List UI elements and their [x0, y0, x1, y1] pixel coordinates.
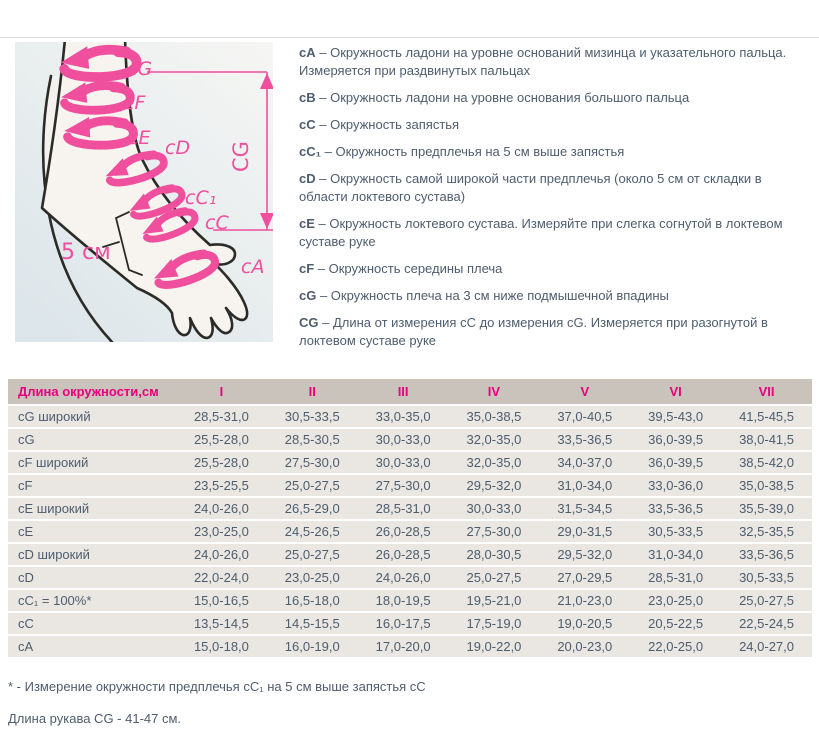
wrap-label-cf: cF — [124, 92, 146, 114]
size-range-cell: 17,5-19,0 — [449, 613, 540, 634]
size-range-cell: 39,5-43,0 — [630, 406, 721, 427]
size-range-cell: 35,5-39,0 — [721, 498, 812, 519]
size-range-cell: 28,5-30,5 — [267, 429, 358, 450]
size-range-cell: 15,0-16,5 — [176, 590, 267, 611]
measurement-key: cF — [299, 261, 315, 276]
row-label: cE — [8, 521, 176, 542]
size-range-cell: 23,0-25,0 — [176, 521, 267, 542]
size-range-cell: 35,0-38,5 — [721, 475, 812, 496]
size-range-cell: 29,5-32,0 — [449, 475, 540, 496]
size-range-cell: 17,0-20,0 — [358, 636, 449, 657]
row-label: cD широкий — [8, 544, 176, 565]
size-column-header: VI — [630, 379, 721, 404]
footnote-sleeve-length: Длина рукава CG - 41-47 см. — [8, 711, 182, 726]
arm-measurement-diagram — [15, 42, 273, 342]
size-range-cell: 24,0-26,0 — [358, 567, 449, 588]
size-range-cell: 19,0-22,0 — [449, 636, 540, 657]
measurement-item: cA – Окружность ладони на уровне оснований мизинца и указательного пальца. Измеряется при раздвинутых пальцах — [299, 45, 787, 78]
size-range-cell: 28,5-31,0 — [630, 567, 721, 588]
measurement-item: cE – Окружность локтевого сустава. Измеряйте при слегка согнутой в локтевом суставе руке — [299, 216, 783, 249]
measurement-item: cD – Окружность самой широкой части предплечья (около 5 см от складки в области локтевого сустава) — [299, 171, 762, 204]
size-range-cell: 38,5-42,0 — [721, 452, 812, 473]
size-range-cell: 23,5-25,5 — [176, 475, 267, 496]
size-range-cell: 38,0-41,5 — [721, 429, 812, 450]
size-table-row — [8, 613, 812, 634]
row-label: cA — [8, 636, 176, 657]
size-range-cell: 22,0-25,0 — [630, 636, 721, 657]
wrap-label-cc: cC — [205, 212, 229, 234]
row-label: cF — [8, 475, 176, 496]
size-range-cell: 16,0-19,0 — [267, 636, 358, 657]
size-column-header: IV — [449, 379, 540, 404]
top-divider — [0, 37, 819, 38]
size-range-cell: 27,0-29,5 — [539, 567, 630, 588]
size-range-cell: 33,5-36,5 — [539, 429, 630, 450]
row-label: cE широкий — [8, 498, 176, 519]
row-label: cC₁ = 100%* — [8, 590, 176, 611]
size-range-cell: 36,0-39,5 — [630, 452, 721, 473]
size-range-cell: 20,5-22,5 — [630, 613, 721, 634]
cg-length-label: CG — [229, 141, 253, 172]
size-range-cell: 23,0-25,0 — [630, 590, 721, 611]
measurement-key: CG — [299, 315, 319, 330]
size-range-cell: 30,5-33,5 — [267, 406, 358, 427]
wrap-label-ca: cA — [241, 256, 265, 278]
size-range-cell: 19,0-20,5 — [539, 613, 630, 634]
measurement-item: CG – Длина от измерения cC до измерения cG. Измеряется при разогнутой в локтевом суставе руке — [299, 315, 768, 348]
size-range-cell: 28,5-31,0 — [176, 406, 267, 427]
footnote-asterisk: * - Измерение окружности предплечья cC₁ на 5 см выше запястья cC — [8, 679, 426, 694]
measurement-key: cG — [299, 288, 317, 303]
size-range-cell: 18,0-19,5 — [358, 590, 449, 611]
size-range-cell: 23,0-25,0 — [267, 567, 358, 588]
size-range-cell: 34,0-37,0 — [539, 452, 630, 473]
size-range-cell: 21,0-23,0 — [539, 590, 630, 611]
size-range-cell: 20,0-23,0 — [539, 636, 630, 657]
measurement-item: cF – Окружность середины плеча — [299, 261, 503, 276]
size-range-cell: 36,0-39,5 — [630, 429, 721, 450]
size-range-cell: 27,5-30,0 — [449, 521, 540, 542]
size-range-cell: 31,5-34,5 — [539, 498, 630, 519]
size-range-cell: 28,5-31,0 — [358, 498, 449, 519]
size-range-cell: 22,0-24,0 — [176, 567, 267, 588]
size-range-cell: 31,0-34,0 — [539, 475, 630, 496]
size-range-cell: 41,5-45,5 — [721, 406, 812, 427]
size-range-cell: 22,5-24,5 — [721, 613, 812, 634]
size-column-header: I — [176, 379, 267, 404]
size-range-cell: 27,5-30,0 — [267, 452, 358, 473]
size-range-cell: 26,0-28,5 — [358, 544, 449, 565]
size-table-row — [8, 498, 812, 519]
size-range-cell: 30,5-33,5 — [721, 567, 812, 588]
measurement-key: cE — [299, 216, 315, 231]
size-range-cell: 24,0-27,0 — [721, 636, 812, 657]
size-range-cell: 25,0-27,5 — [267, 544, 358, 565]
measurement-item: cC₁ – Окружность предплечья на 5 см выше запястья — [299, 144, 625, 159]
measure-guide-section — [0, 42, 819, 359]
size-range-cell: 30,0-33,0 — [358, 452, 449, 473]
size-range-cell: 33,5-36,5 — [630, 498, 721, 519]
size-table-row — [8, 521, 812, 542]
size-range-cell: 24,0-26,0 — [176, 544, 267, 565]
row-label: cG — [8, 429, 176, 450]
size-column-header: VII — [721, 379, 812, 404]
size-range-cell: 35,0-38,5 — [449, 406, 540, 427]
size-table-row — [8, 544, 812, 565]
size-range-cell: 33,0-36,0 — [630, 475, 721, 496]
size-range-cell: 32,5-35,5 — [721, 521, 812, 542]
wrap-label-ce: cE — [128, 127, 151, 149]
size-range-cell: 32,0-35,0 — [449, 429, 540, 450]
size-table-header-row — [8, 379, 812, 404]
size-range-cell: 29,0-31,5 — [539, 521, 630, 542]
size-column-header: III — [358, 379, 449, 404]
size-range-cell: 33,5-36,5 — [721, 544, 812, 565]
size-table-row — [8, 567, 812, 588]
measurement-key: cD — [299, 171, 316, 186]
size-range-cell: 19,5-21,0 — [449, 590, 540, 611]
size-range-cell: 16,5-18,0 — [267, 590, 358, 611]
size-column-header: V — [539, 379, 630, 404]
size-range-cell: 37,0-40,5 — [539, 406, 630, 427]
size-range-cell: 26,5-29,0 — [267, 498, 358, 519]
size-table-row — [8, 590, 812, 611]
size-range-cell: 25,5-28,0 — [176, 429, 267, 450]
size-range-cell: 30,0-33,0 — [358, 429, 449, 450]
size-table-row — [8, 452, 812, 473]
size-range-cell: 25,0-27,5 — [721, 590, 812, 611]
wrap-label-cd: cD — [165, 137, 191, 159]
row-label: cF широкий — [8, 452, 176, 473]
row-label: cD — [8, 567, 176, 588]
size-range-cell: 24,0-26,0 — [176, 498, 267, 519]
size-range-cell: 25,0-27,5 — [267, 475, 358, 496]
wrap-label-cg: cG — [127, 58, 153, 80]
size-range-cell: 30,5-33,5 — [630, 521, 721, 542]
measurement-descriptions — [299, 42, 809, 359]
size-range-cell: 25,0-27,5 — [449, 567, 540, 588]
size-table-row — [8, 475, 812, 496]
wrap-label-cc1: cC₁ — [185, 187, 217, 209]
size-range-cell: 33,0-35,0 — [358, 406, 449, 427]
size-range-cell: 24,5-26,5 — [267, 521, 358, 542]
size-range-cell: 30,0-33,0 — [449, 498, 540, 519]
measurement-item: cC – Окружность запястья — [299, 117, 460, 132]
size-column-header: II — [267, 379, 358, 404]
row-label: cG широкий — [8, 406, 176, 427]
row-label: cC — [8, 613, 176, 634]
measurement-item: cB – Окружность ладони на уровне основания большого пальца — [299, 90, 690, 105]
size-range-cell: 32,0-35,0 — [449, 452, 540, 473]
size-range-cell: 26,0-28,5 — [358, 521, 449, 542]
size-table-row — [8, 406, 812, 427]
size-range-cell: 14,5-15,5 — [267, 613, 358, 634]
five-cm-label: 5 см — [61, 240, 111, 265]
size-range-cell: 31,0-34,0 — [630, 544, 721, 565]
arm-diagram-svg — [15, 42, 273, 342]
size-table-row — [8, 429, 812, 450]
size-table-corner-label: Длина окружности,см — [8, 379, 176, 404]
size-range-cell: 28,0-30,5 — [449, 544, 540, 565]
size-range-cell: 29,5-32,0 — [539, 544, 630, 565]
size-range-cell: 13,5-14,5 — [176, 613, 267, 634]
size-range-cell: 27,5-30,0 — [358, 475, 449, 496]
size-range-cell: 15,0-18,0 — [176, 636, 267, 657]
size-range-cell: 25,5-28,0 — [176, 452, 267, 473]
measurement-item: cG – Окружность плеча на 3 см ниже подмышечной впадины — [299, 288, 669, 303]
size-range-cell: 16,0-17,5 — [358, 613, 449, 634]
measurement-key: cB — [299, 90, 316, 105]
size-table-row — [8, 636, 812, 657]
measurement-key: cA — [299, 45, 316, 60]
size-table — [8, 377, 812, 659]
measurement-key: cC₁ — [299, 144, 321, 159]
measurement-key: cC — [299, 117, 316, 132]
